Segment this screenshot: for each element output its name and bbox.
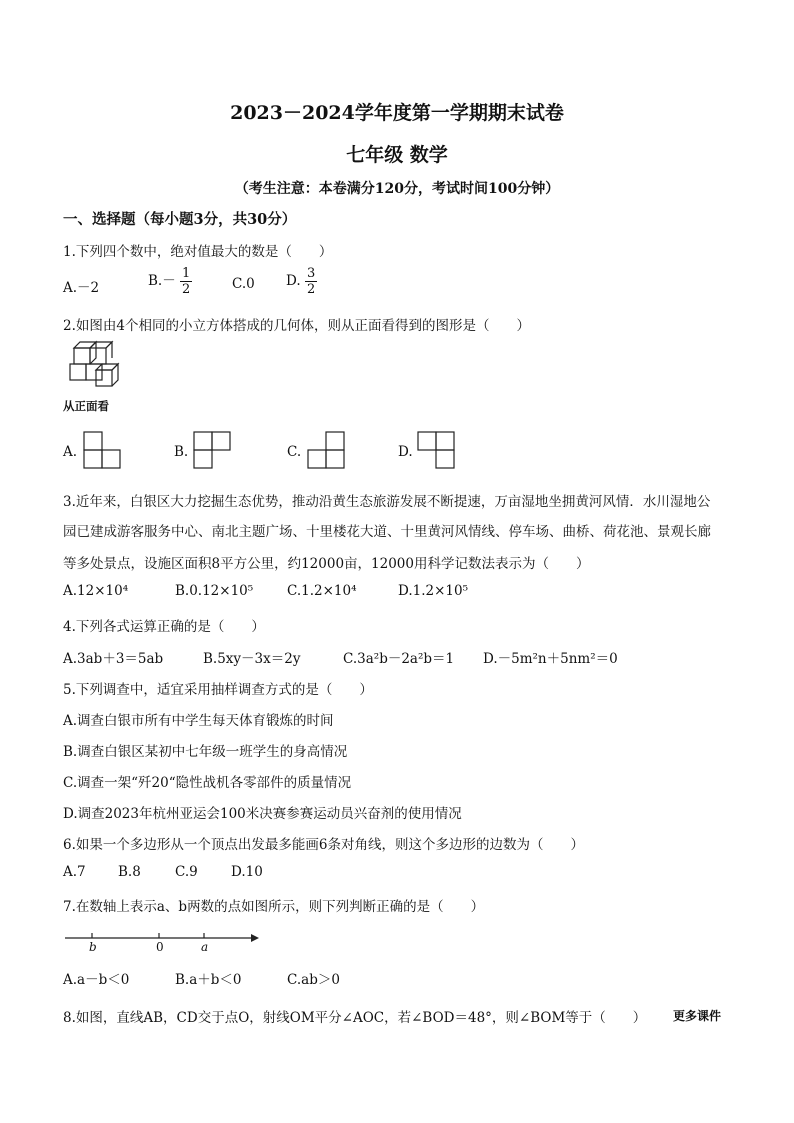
question-4-option-a: A.3ab＋3＝5ab (63, 651, 164, 667)
question-6-option-c: C.9 (175, 864, 198, 880)
option-d-fraction (305, 266, 317, 297)
fraction-denominator: 2 (182, 282, 191, 297)
question-7-option-b: B.a＋b＜0 (175, 972, 242, 988)
number-line-label-b: b (89, 940, 97, 954)
question-1-option-a: A.－2 (63, 280, 100, 296)
question-8-stem: 8.如图，直线AB，CD交于点O，射线OM平分∠AOC，若∠BOD＝48°，则∠BOM等于（ ） (63, 1010, 647, 1026)
page-title: 2023－2024学年度第一学期期末试卷 (230, 102, 564, 124)
question-3-line-1: 3.近年来，白银区大力挖掘生态优势，推动沿黄生态旅游发展不断提速，万亩湿地坐拥黄河风情．水川湿地公 (63, 494, 711, 510)
fraction-denominator: 2 (306, 282, 316, 297)
question-2-option-a: A. (63, 444, 78, 460)
question-7-option-a: A.a－b＜0 (63, 972, 130, 988)
question-4-option-b: B.5xy－3x＝2y (203, 651, 301, 667)
question-4-stem: 4.下列各式运算正确的是（ ） (63, 619, 265, 635)
option-b-prefix: B.－ (148, 273, 176, 289)
question-3-line-2: 园已建成游客服务中心、南北主题广场、十里楼花大道、十里黄河风情线、停车场、曲桥、荷花池、景观长廊 (63, 524, 711, 540)
question-2-option-c: C. (287, 444, 302, 460)
question-1-option-b (148, 266, 192, 297)
question-6-option-b: B.8 (118, 864, 141, 880)
question-1-option-c: C.0 (232, 276, 255, 292)
option-d-prefix: D. (286, 273, 301, 289)
figure-caption: 从正面看 (63, 399, 109, 413)
question-5-option-c: C.调查一架“歼20“隐性战机各零部件的质量情况 (63, 775, 352, 791)
option-b-grid-figure (193, 431, 233, 471)
number-line-label-0: 0 (156, 940, 164, 954)
question-1-option-d (286, 266, 317, 297)
question-2-stem: 2.如图由4个相同的小立方体搭成的几何体，则从正面看得到的图形是（ ） (63, 318, 530, 334)
question-2-option-d: D. (398, 444, 413, 460)
question-5-option-b: B.调查白银区某初中七年级一班学生的身高情况 (63, 744, 348, 760)
question-1-stem: 1.下列四个数中，绝对值最大的数是（ ） (63, 244, 333, 260)
exam-note: （考生注意：本卷满分120分，考试时间100分钟） (234, 181, 560, 197)
question-7-option-c: C.ab＞0 (287, 972, 340, 988)
question-7-stem: 7.在数轴上表示a、b两数的点如图所示，则下列判断正确的是（ ） (63, 899, 485, 915)
question-3-option-c: C.1.2×10⁴ (287, 583, 357, 599)
fraction-numerator: 3 (306, 266, 316, 281)
question-4-option-d: D.－5m²n＋5nm²＝0 (483, 651, 618, 667)
number-line-label-a: a (201, 940, 209, 954)
question-3-option-d: D.1.2×10⁵ (398, 583, 469, 599)
question-3-option-b: B.0.12×10⁵ (175, 583, 254, 599)
fraction-numerator: 1 (182, 266, 191, 281)
page-subtitle: 七年级 数学 (346, 144, 448, 166)
question-6-stem: 6.如果一个多边形从一个顶点出发最多能画6条对角线，则这个多边形的边数为（ ） (63, 837, 584, 853)
question-2-option-b: B. (174, 444, 189, 460)
question-6-option-d: D.10 (231, 864, 263, 880)
question-3-option-a: A.12×10⁴ (63, 583, 129, 599)
question-5-option-d: D.调查2023年杭州亚运会100米决赛参赛运动员兴奋剂的使用情况 (63, 806, 462, 822)
option-b-fraction (180, 266, 192, 297)
question-5-option-a: A.调查白银市所有中学生每天体育锻炼的时间 (63, 713, 334, 729)
question-6-option-a: A.7 (63, 864, 86, 880)
question-4-option-c: C.3a²b－2a²b＝1 (343, 651, 455, 667)
question-5-stem: 5.下列调查中，适宜采用抽样调查方式的是（ ） (63, 682, 373, 698)
option-d-grid-figure (417, 431, 457, 471)
cube-solid-figure (64, 338, 124, 396)
option-a-grid-figure (83, 431, 123, 471)
section-heading: 一、选择题（每小题3分，共30分） (63, 211, 297, 228)
option-c-grid-figure (307, 431, 347, 471)
more-courseware-link[interactable]: 更多课件 (673, 1009, 722, 1023)
question-3-line-3: 等多处景点，设施区面积8平方公里，约12000亩，12000用科学记数法表示为（ ） (63, 556, 590, 572)
